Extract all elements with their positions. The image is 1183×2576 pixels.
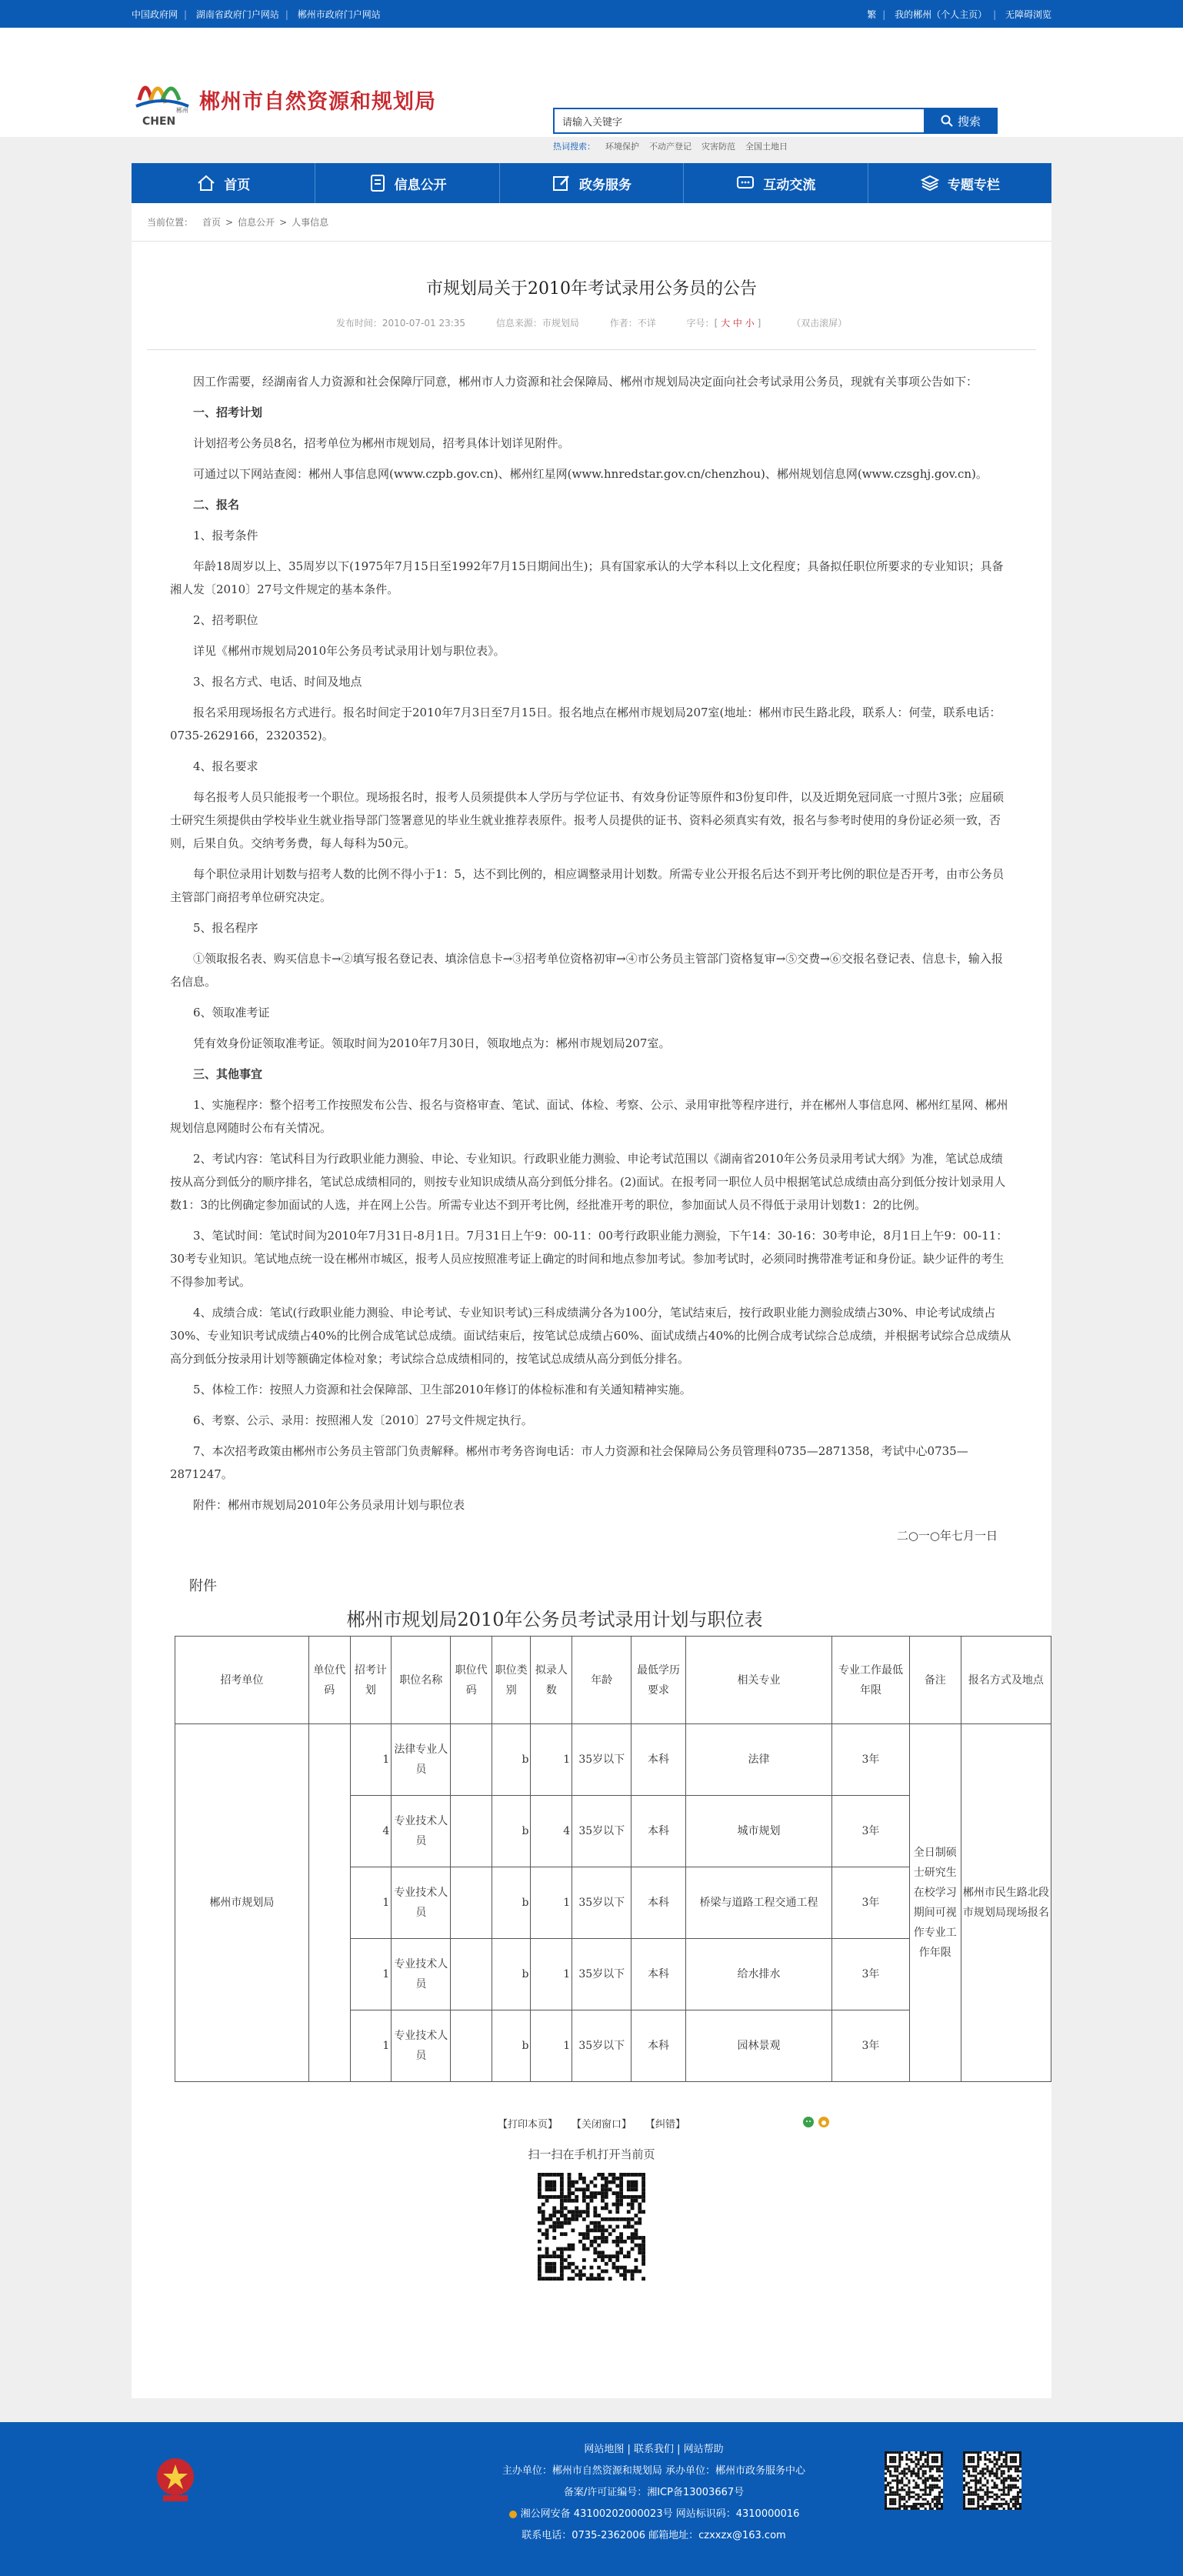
search-icon — [941, 115, 953, 127]
article-paragraph: 1、报考条件 — [193, 529, 258, 542]
table-cell: 1 — [350, 1939, 392, 2010]
site-header — [0, 28, 1183, 163]
table-header-cell: 相关专业 — [685, 1637, 832, 1724]
table-cell: 35岁以下 — [572, 1867, 631, 1939]
table-cell: 35岁以下 — [572, 1939, 631, 2010]
home-icon — [196, 174, 216, 192]
article-paragraph: 6、领取准考证 — [193, 1006, 270, 1019]
nav-home[interactable] — [132, 163, 315, 203]
table-header-cell: 拟录人数 — [531, 1637, 572, 1724]
article-paragraph: 1、实施程序：整个招考工作按照发布公告、报名与资格审查、笔试、面试、体检、考察、公示、录用审批等程序进行，并在郴州人事信息网、郴州红星网、郴州规划信息网随时公布有关情况。 — [170, 1098, 1008, 1135]
site-footer — [0, 2422, 1183, 2576]
top-right-links: 繁 | 我的郴州（个人主页） | 无障碍浏览 — [867, 8, 1051, 20]
table-cell: b — [492, 1724, 531, 1796]
search-button[interactable] — [924, 108, 998, 134]
nav-info-public-label: 信息公开 — [394, 177, 447, 193]
author: 作者：不详 — [609, 318, 656, 329]
breadcrumb-home[interactable]: 首页 — [202, 217, 222, 228]
note-cell: 全日制硕士研究生在校学习期间可视作专业工作年限 — [909, 1724, 961, 2082]
article-date: 二○一○年七月一日 — [896, 1529, 998, 1543]
article-paragraph: 计划招考公务员8名，招考单位为郴州市规划局，招考具体计划详见附件。 — [193, 436, 570, 450]
table-header-cell: 招考单位 — [175, 1637, 309, 1724]
hot-words-label: 热词搜索： — [553, 142, 595, 152]
font-size-label: 字号： — [686, 318, 715, 329]
logo-emblem-icon — [132, 69, 193, 129]
table-cell: 1 — [531, 1939, 572, 2010]
layers-icon — [920, 174, 940, 192]
article-paragraph: 附件：郴州市规划局2010年公务员录用计划与职位表 — [193, 1498, 465, 1512]
font-size-control: 字号：[ 大 中 小 ] — [686, 318, 765, 329]
search-bar — [553, 108, 998, 134]
table-cell: 3年 — [832, 2010, 909, 2082]
article-paragraph: 4、成绩合成：笔试(行政职业能力测验、申论考试、专业知识考试)三科成绩满分各为100分，笔试结束后，按行政职业能力测验成绩占30%、申论考试成绩占30%、专业知识考试成绩占40%的比例合成笔试总成绩。面试结束后，按笔试总成绩占60%、面试成绩占40%的比例合成考试综合总成绩，并根据考试综合总成绩从高分到低分按录用计划等额确定体检对象；考试综合总成绩相同的，按笔试总成绩从高分到低分排名。 — [170, 1306, 1011, 1366]
table-cell: b — [492, 2010, 531, 2082]
table-cell: 园林景观 — [685, 2010, 832, 2082]
site-title: 郴州市自然资源和规划局 — [199, 89, 436, 114]
edit-icon — [552, 173, 572, 193]
annex-label: 附件 — [189, 1578, 217, 1594]
table-cell: 3年 — [832, 1796, 909, 1867]
page-tools — [132, 2116, 1051, 2131]
chat-icon — [735, 174, 755, 192]
table-cell: b — [492, 1796, 531, 1867]
table-cell: 1 — [531, 2010, 572, 2082]
table-header-cell: 职位代码 — [451, 1637, 492, 1724]
table-cell: 本科 — [631, 1724, 685, 1796]
nav-info-public[interactable] — [315, 163, 499, 203]
breadcrumb-info-public[interactable]: 信息公开 — [238, 217, 275, 228]
footer-qr-code-2 — [963, 2451, 1021, 2510]
wechat-share-icon[interactable] — [802, 2116, 815, 2128]
table-cell — [451, 1939, 492, 2010]
article-paragraph: 详见《郴州市规划局2010年公务员考试录用计划与职位表》。 — [193, 644, 505, 658]
table-row — [175, 1724, 1051, 1796]
table-cell: 1 — [531, 1867, 572, 1939]
hot-word[interactable]: 不动产登记 — [649, 142, 691, 152]
article-page — [132, 203, 1051, 2398]
table-cell: 1 — [531, 1724, 572, 1796]
footer-links[interactable]: 网站地图 | 联系我们 | 网站帮助 — [584, 2444, 724, 2455]
table-cell — [451, 1867, 492, 1939]
table-cell: 本科 — [631, 1939, 685, 2010]
top-left-links: 中国政府网 | 湖南省政府门户网站 | 郴州市政府门户网站 — [132, 8, 381, 20]
footer-contact: 联系电话：0735-2362006 邮箱地址：czxxzx@163.com — [522, 2530, 786, 2541]
nav-gov-services[interactable] — [500, 163, 684, 203]
signup-cell: 郴州市民生路北段市规划局现场报名 — [961, 1724, 1051, 2082]
weibo-share-icon[interactable] — [818, 2116, 830, 2128]
article-paragraph: 3、报名方式、电话、时间及地点 — [193, 675, 362, 689]
nav-interaction[interactable] — [684, 163, 868, 203]
article-paragraph: 5、体检工作：按照人力资源和社会保障部、卫生部2010年修订的体检标准和有关通知精神实施。 — [193, 1383, 691, 1396]
table-cell: 3年 — [832, 1867, 909, 1939]
font-large[interactable]: 大 — [721, 318, 731, 329]
table-cell: 城市规划 — [685, 1796, 832, 1867]
link-hunan-gov[interactable]: 湖南省政府门户网站 — [195, 8, 279, 20]
publish-time: 发布时间：2010-07-01 23:35 — [335, 318, 466, 329]
table-cell: 4 — [531, 1796, 572, 1867]
table-header-cell: 报名方式及地点 — [961, 1637, 1051, 1724]
table-cell: 专业技术人员 — [392, 1867, 451, 1939]
breadcrumb: 当前位置： 首页 > 信息公开 > 人事信息 — [132, 203, 1051, 242]
my-chenzhou-link[interactable]: 我的郴州（个人主页） — [895, 8, 988, 20]
table-cell: 35岁以下 — [572, 1796, 631, 1867]
site-logo[interactable] — [132, 69, 436, 129]
breadcrumb-label: 当前位置： — [147, 217, 194, 228]
table-header-cell: 年龄 — [572, 1637, 631, 1724]
main-nav — [132, 163, 1051, 203]
footer-police: 湘公网安备 43100202000023号 网站标识码：4310000016 — [477, 2504, 831, 2525]
table-cell: 1 — [350, 2010, 392, 2082]
article-paragraph: 可通过以下网站查阅：郴州人事信息网(www.czpb.gov.cn)、郴州红星网(www.hnredstar.gov.cn/chenzhou)、郴州规划信息网(www.czsghj.gov.cn)。 — [193, 467, 988, 481]
table-header-cell: 专业工作最低年限 — [832, 1637, 909, 1724]
article-paragraph: 报名采用现场报名方式进行。报名时间定于2010年7月3日至7月15日。报名地点在郴州市规划局207室(地址：郴州市民生路北段，联系人：何莹，联系电话：0735-2629166，2320352)。 — [170, 706, 1001, 742]
table-header-cell: 最低学历要求 — [631, 1637, 685, 1724]
article-paragraph: 2、考试内容：笔试科目为行政职业能力测验、申论、专业知识。行政职业能力测验、申论考试范围以《湖南省2010年公务员录用考试大纲》为准，笔试总成绩按从高分到低分的顺序排名，笔试总成绩相同的，则按专业知识成绩从高分到低分排名。(2)面试。在报考同一职位人员中根据笔试总成绩由高分到低分按计划录用人数1：3的比例确定参加面试的人选，并在网上公告。所需专业达不到开考比例，经批准开考的职位，参加面试人员不得低于录用计划数1：2的比例。 — [170, 1152, 1006, 1212]
article-paragraph: 因工作需要，经湖南省人力资源和社会保障厅同意，郴州市人力资源和社会保障局、郴州市规划局决定面向社会考试录用公务员，现就有关事项公告如下： — [193, 375, 978, 389]
article-paragraph: 每名报考人员只能报考一个职位。现场报名时，报考人员须提供本人学历与学位证书、有效身份证等原件和3份复印件，以及近期免冠同底一寸照片3张；应届硕士研究生须提供由学校毕业生就业指导部门签署意见的毕业生就业推荐表原件。报考人员提供的证书、资料必须真实有效，报名与参考时使用的身份证必须一致，否则，后果自负。交纳考务费，每人每科为50元。 — [170, 790, 1005, 850]
table-cell: 给水排水 — [685, 1939, 832, 2010]
unit-code-cell — [308, 1724, 350, 2082]
article-paragraph: 4、报名要求 — [193, 759, 258, 773]
footer-info — [477, 2439, 831, 2547]
close-window-button[interactable]: 【关闭窗口】 — [571, 2119, 631, 2131]
table-cell — [451, 1724, 492, 1796]
table-cell — [451, 1796, 492, 1867]
report-error-button[interactable]: 【纠错】 — [645, 2119, 686, 2131]
double-click-scroll[interactable]: （双击滚屏） — [791, 318, 848, 329]
article-paragraph: 每个职位录用计划数与招考人数的比例不得小于1：5，达不到比例的，相应调整录用计划数。所需专业公开报名后达不到开考比例的职位是否开考，由市公务员主管部门商招考单位研究决定。 — [170, 867, 1005, 904]
table-cell: 法律专业人员 — [392, 1724, 451, 1796]
table-header-cell: 备注 — [909, 1637, 961, 1724]
section-heading: 二、报名 — [193, 498, 240, 512]
accessibility-link[interactable]: 无障碍浏览 — [1005, 8, 1051, 20]
article-body — [132, 350, 1051, 1547]
footer-icp[interactable]: 备案/许可证编号：湘ICP备13003667号 — [563, 2487, 745, 2498]
gov-emblem-icon[interactable] — [155, 2457, 195, 2503]
link-chenzhou-gov[interactable]: 郴州市政府门户网站 — [297, 8, 381, 20]
table-cell: 专业技术人员 — [392, 2010, 451, 2082]
article-title: 市规划局关于2010年考试录用公务员的公告 — [426, 279, 757, 299]
page-qr-code — [538, 2173, 645, 2281]
table-cell: 1 — [350, 1724, 392, 1796]
font-small[interactable]: 小 — [745, 318, 755, 329]
table-cell: 法律 — [685, 1724, 832, 1796]
qr-label: 扫一扫在手机打开当前页 — [528, 2147, 655, 2161]
link-gov-cn[interactable]: 中国政府网 — [132, 8, 178, 20]
recruiting-unit-cell: 郴州市规划局 — [175, 1724, 309, 2082]
section-heading: 三、其他事宜 — [193, 1067, 263, 1081]
table-cell: 4 — [350, 1796, 392, 1867]
article-paragraph: 2、招考职位 — [193, 613, 258, 627]
hot-word[interactable]: 灾害防范 — [701, 142, 735, 152]
annex-table-title: 郴州市规划局2010年公务员考试录用计划与职位表 — [346, 1609, 763, 1630]
table-cell: 1 — [350, 1867, 392, 1939]
table-cell: 本科 — [631, 1796, 685, 1867]
search-button-label: 搜索 — [957, 114, 981, 128]
article-paragraph: ①领取报名表、购买信息卡→②填写报名登记表、填涂信息卡→③招考单位资格初审→④市公务员主管部门资格复审→⑤交费→⑥交报名登记表、信息卡，输入报名信息。 — [170, 952, 1003, 989]
print-button[interactable]: 【打印本页】 — [497, 2119, 558, 2131]
nav-special-topics-label: 专题专栏 — [947, 177, 1000, 193]
hot-word[interactable]: 环境保护 — [605, 142, 639, 152]
table-cell: 本科 — [631, 1867, 685, 1939]
nav-gov-services-label: 政务服务 — [579, 177, 632, 193]
table-cell: 35岁以下 — [572, 1724, 631, 1796]
table-header-cell: 职位类别 — [492, 1637, 531, 1724]
article-paragraph: 7、本次招考政策由郴州市公务员主管部门负责解释。郴州市考务咨询电话：市人力资源和社会保障局公务员管理科0735—2871358，考试中心0735—2871247。 — [170, 1444, 968, 1481]
article-paragraph: 5、报名程序 — [193, 921, 258, 935]
svg-text:CHEN: CHEN — [142, 115, 176, 128]
font-medium[interactable]: 中 — [732, 318, 742, 329]
hot-word[interactable]: 全国土地日 — [745, 142, 788, 152]
table-cell: b — [492, 1939, 531, 2010]
police-badge-icon — [508, 2510, 518, 2519]
table-cell: 35岁以下 — [572, 2010, 631, 2082]
article-paragraph: 年龄18周岁以上、35周岁以下(1975年7月15日至1992年7月15日期间出生)；具有国家承认的大学本科以上文化程度；具备拟任职位所要求的专业知识；具备湘人发〔2010〕27号文件规定的基本条件。 — [170, 559, 1004, 596]
table-cell: 专业技术人员 — [392, 1796, 451, 1867]
nav-interaction-label: 互动交流 — [763, 177, 816, 193]
table-cell: b — [492, 1867, 531, 1939]
breadcrumb-personnel[interactable]: 人事信息 — [292, 217, 329, 228]
svg-text:郴州: 郴州 — [176, 107, 188, 114]
info-source: 信息来源：市规划局 — [495, 318, 579, 329]
table-cell: 3年 — [832, 1939, 909, 2010]
footer-qr-code-1 — [885, 2451, 943, 2510]
table-cell — [451, 2010, 492, 2082]
table-cell: 本科 — [631, 2010, 685, 2082]
article-paragraph: 3、笔试时间：笔试时间为2010年7月31日-8月1日。7月31日上午9：00-11：00考行政职业能力测验，下午14：30-16：30考申论，8月1日上午9：00-11：30考专业知识。笔试地点统一设在郴州市城区，报考人员应按照准考证上确定的时间和地点参加考试。参加考试时，必须同时携带准考证和身份证。缺少证件的考生不得参加考试。 — [170, 1229, 1008, 1289]
article-meta — [147, 316, 1036, 350]
nav-home-label: 首页 — [224, 177, 251, 193]
table-header-cell: 招考计划 — [350, 1637, 392, 1724]
section-heading: 一、招考计划 — [193, 405, 263, 419]
traditional-chinese-link[interactable]: 繁 — [867, 8, 877, 20]
position-table — [175, 1636, 1051, 2082]
table-cell: 专业技术人员 — [392, 1939, 451, 2010]
search-input[interactable]: 请输入关键字 — [553, 108, 924, 134]
table-cell: 3年 — [832, 1724, 909, 1796]
top-bar — [0, 0, 1183, 28]
hot-words — [553, 140, 798, 152]
nav-special-topics[interactable] — [868, 163, 1051, 203]
table-header-cell: 职位名称 — [392, 1637, 451, 1724]
footer-host: 主办单位：郴州市自然资源和规划局 承办单位：郴州市政务服务中心 — [502, 2465, 806, 2477]
article-paragraph: 6、考察、公示、录用：按照湘人发〔2010〕27号文件规定执行。 — [193, 1413, 533, 1427]
table-header-cell: 单位代码 — [308, 1637, 350, 1724]
document-icon — [368, 173, 387, 193]
table-cell: 桥梁与道路工程交通工程 — [685, 1867, 832, 1939]
article-paragraph: 凭有效身份证领取准考证。领取时间为2010年7月30日，领取地点为：郴州市规划局207室。 — [193, 1036, 671, 1050]
